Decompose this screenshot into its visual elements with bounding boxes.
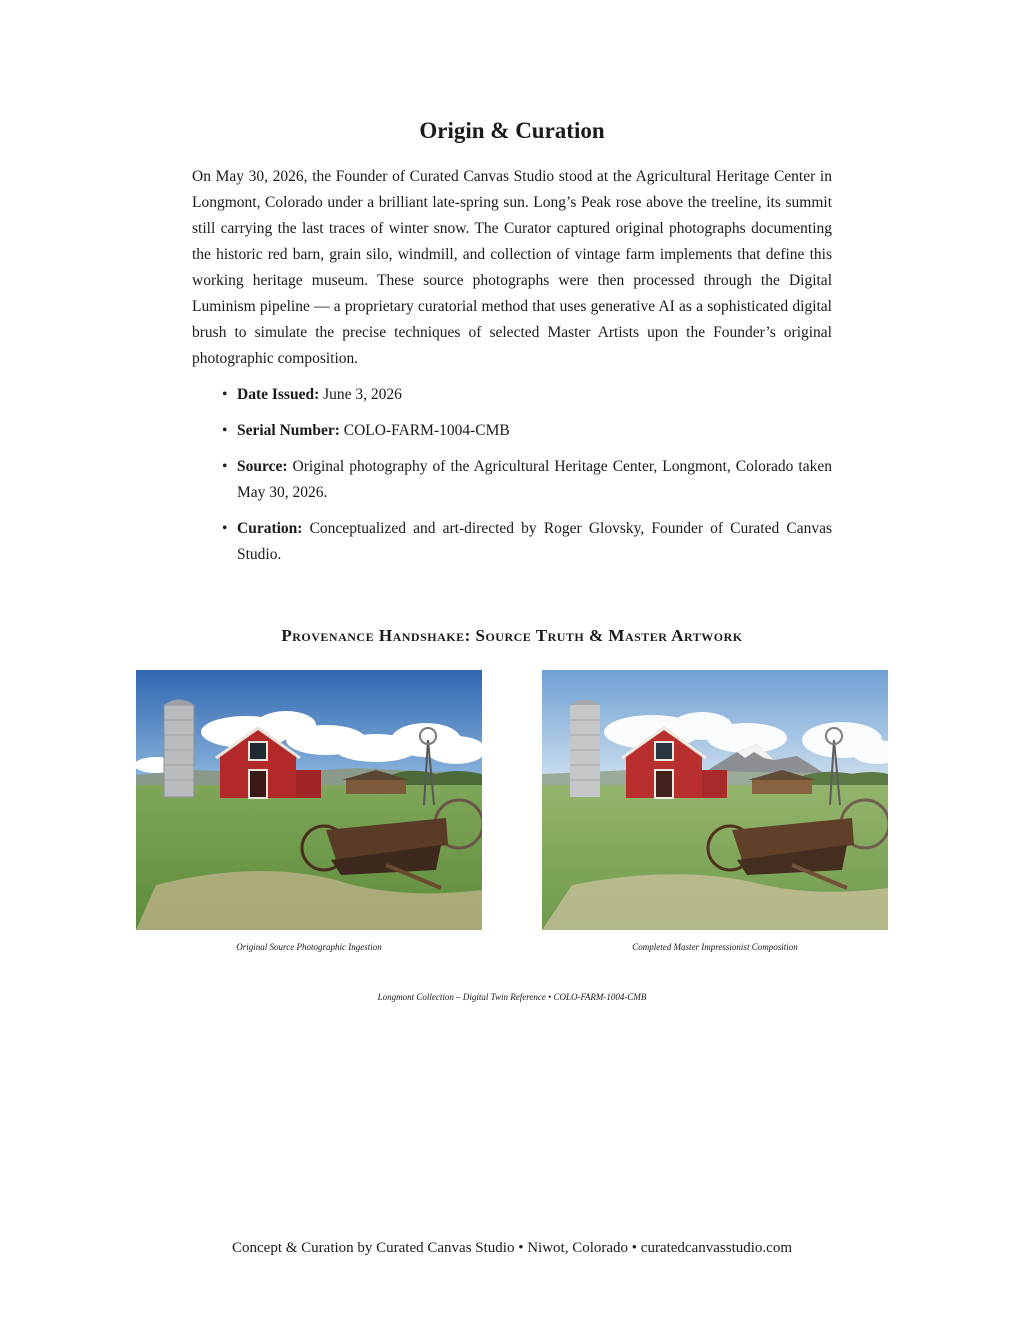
details-list	[192, 382, 832, 578]
section-heading: Provenance Handshake: Source Truth & Master Artwork	[281, 626, 743, 645]
master-artwork	[542, 670, 888, 930]
source-photo-caption: Original Source Photographic Ingestion	[236, 942, 382, 952]
detail-value: COLO-FARM-1004-CMB	[343, 422, 510, 439]
detail-serial-number	[192, 418, 832, 444]
detail-value: Conceptualized and art-directed by Roger Glovsky, Founder of Curated Canvas Studio.	[237, 520, 833, 563]
page-footer: Concept & Curation by Curated Canvas Studio • Niwot, Colorado • curatedcanvasstudio.com	[232, 1240, 792, 1256]
detail-label: Serial Number:	[237, 422, 340, 439]
collection-reference: Longmont Collection – Digital Twin Reference • COLO-FARM-1004-CMB	[377, 992, 647, 1002]
master-artwork-caption: Completed Master Impressionist Composition	[632, 942, 798, 952]
detail-source	[192, 454, 832, 506]
bullet-icon: •	[222, 422, 228, 439]
detail-value: Original photography of the Agricultural Heritage Center, Longmont, Colorado taken May 30, 2026.	[237, 458, 832, 501]
detail-value: June 3, 2026	[323, 386, 402, 403]
intro-paragraph: On May 30, 2026, the Founder of Curated Canvas Studio stood at the Agricultural Heritage Center in Longmont, Colorado under a brilliant late-spring sun. Long’s Peak rose above the treeline, its summit still carrying the last traces of winter snow. The Curator captured original photographs documenting the historic red barn, grain silo, windmill, and collection of vintage farm implements that define this working heritage museum. These source photographs were then processed through the Digital Luminism pipeline — a proprietary curatorial method that uses generative AI as a sophisticated digital brush to simulate the precise techniques of selected Master Artists upon the Founder’s original photographic composition.	[192, 168, 832, 367]
detail-label: Source:	[237, 458, 288, 475]
page-title: Origin & Curation	[419, 118, 605, 143]
detail-date-issued	[192, 382, 832, 408]
source-photo	[136, 670, 482, 930]
bullet-icon: •	[222, 458, 228, 475]
detail-label: Date Issued:	[237, 386, 320, 403]
detail-label: Curation:	[237, 520, 303, 537]
detail-curation	[192, 516, 832, 568]
bullet-icon: •	[222, 520, 228, 537]
bullet-icon: •	[222, 386, 228, 403]
